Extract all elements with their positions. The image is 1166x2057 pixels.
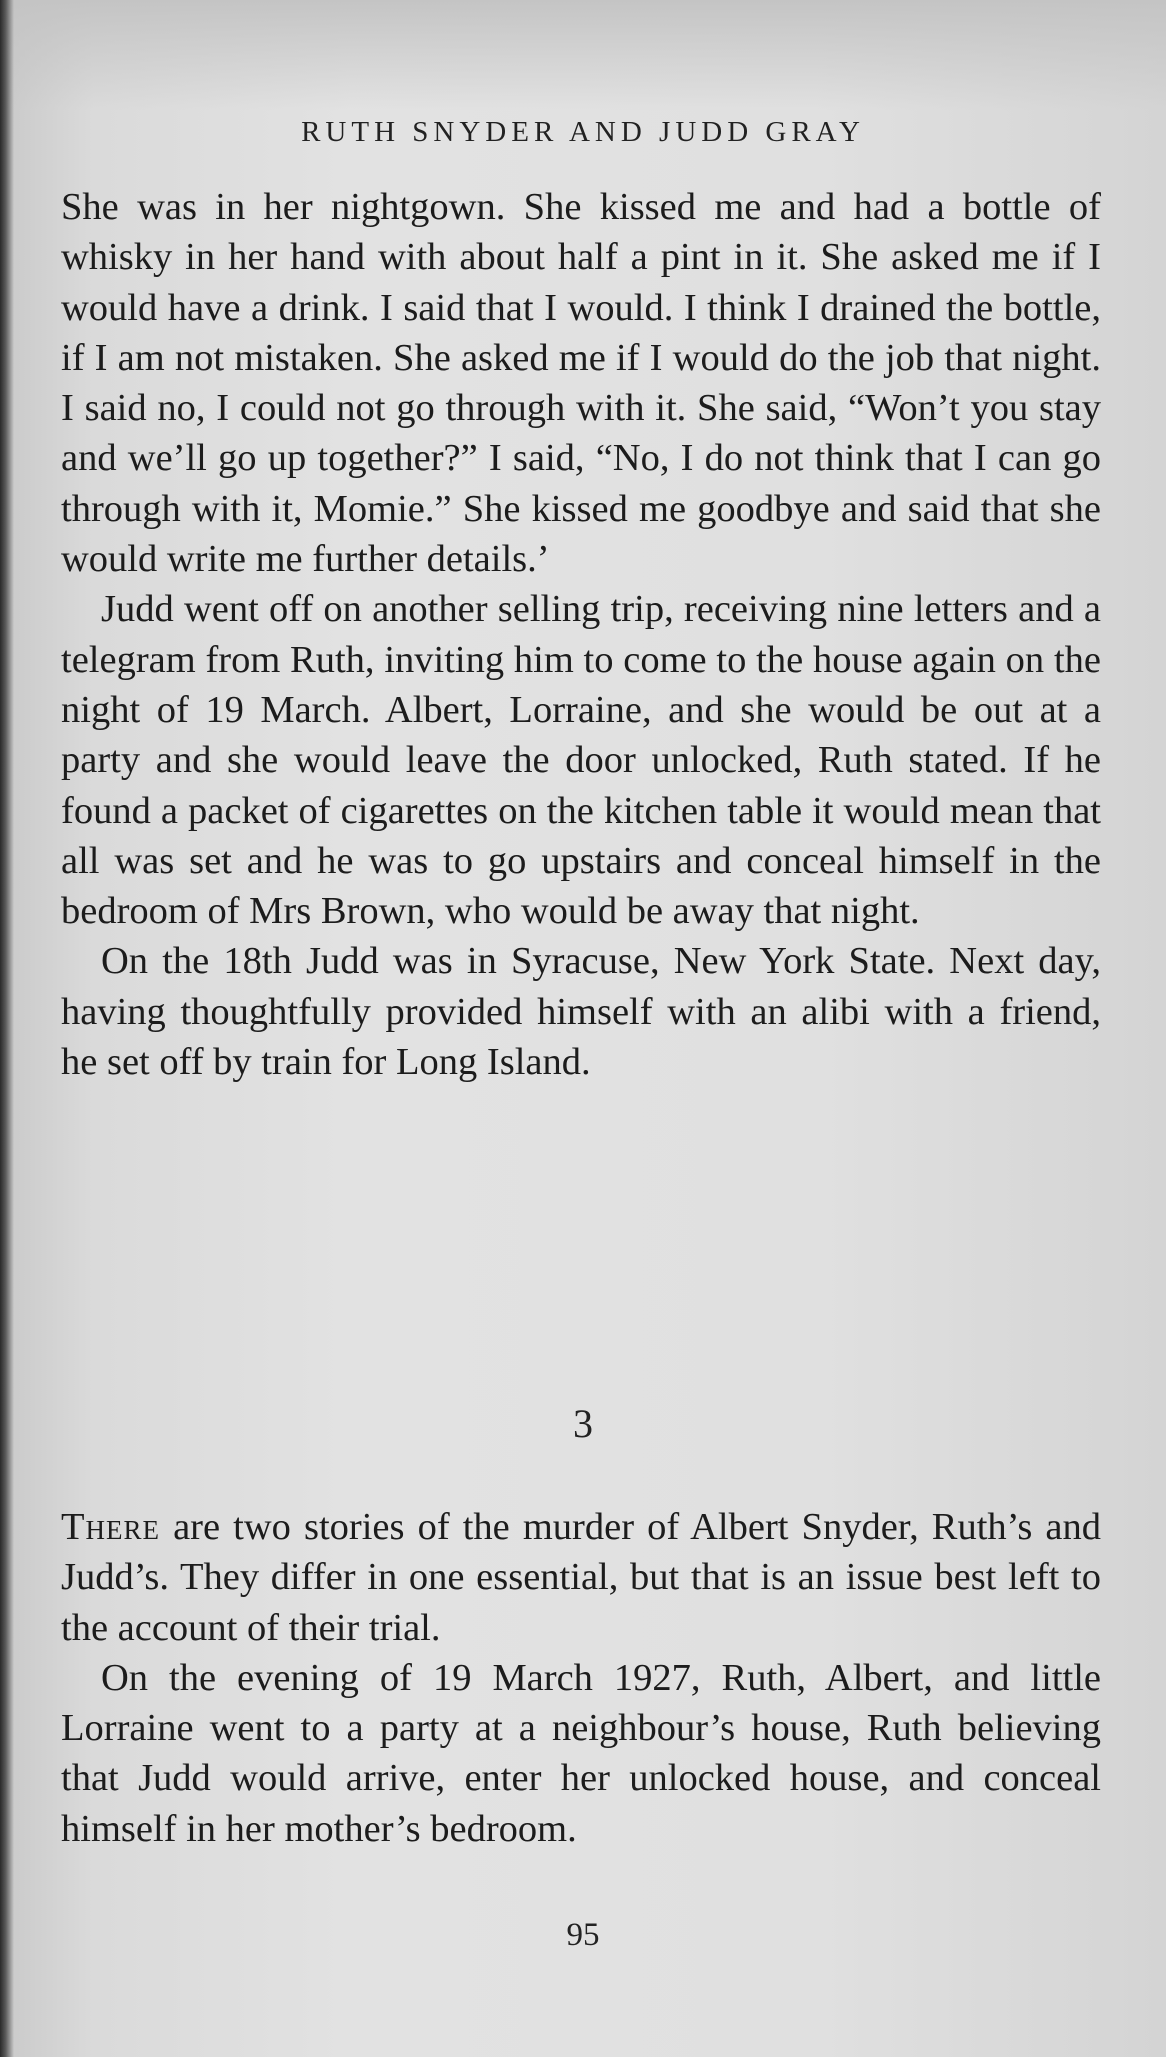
paragraph-evening-party: On the evening of 19 March 1927, Ruth, Albert, and little Lorraine went to a party at a neighbour’s house, Ruth believing that Judd would arrive, enter her unlocked house, and conceal himself in her mother’s bedroom. bbox=[61, 1656, 1101, 1850]
chapter-lead-words: There bbox=[61, 1506, 161, 1548]
text-block-top bbox=[61, 182, 1101, 1087]
paragraph-selling-trip: Judd went off on another selling trip, receiving nine letters and a telegram from Ruth, inviting him to come to the house again on the night of 19 March. Albert, Lorraine, and she would be out at a party and she would leave the door unlocked, Ruth stated. If he found a packet of cigarettes on the kitchen table it would mean that all was set and he was to go upstairs and conceal himself in the bedroom of Mrs Brown, who would be away that night. bbox=[61, 588, 1101, 933]
page-number: 95 bbox=[566, 1917, 600, 1953]
chapter-number: 3 bbox=[573, 1401, 593, 1446]
paragraph-syracuse: On the 18th Judd was in Syracuse, New York State. Next day, having thoughtfully provided himself with an alibi with a friend, he set off by train for Long Island. bbox=[61, 940, 1101, 1084]
text-block-chapter bbox=[61, 1502, 1101, 1854]
running-head: RUTH SNYDER AND JUDD GRAY bbox=[301, 116, 865, 148]
paragraph-two-stories-text: are two stories of the murder of Albert Snyder, Ruth’s and Judd’s. They differ in one essential, but that is an issue best left to the account of their trial. bbox=[61, 1506, 1101, 1649]
paragraph-two-stories bbox=[61, 1502, 1101, 1653]
paragraph-quote-continuation: She was in her nightgown. She kissed me and had a bottle of whisky in her hand with about half a pint in it. She asked me if I would have a drink. I said that I would. I think I drained the bottle, if I am not mistaken. She asked me if I would do the job that night. I said no, I could not go through with it. She said, “Won’t you stay and we’ll go up together?” I said, “No, I do not think that I can go through with it, Momie.” She kissed me goodbye and said that she would write me further details.’ bbox=[61, 186, 1101, 581]
